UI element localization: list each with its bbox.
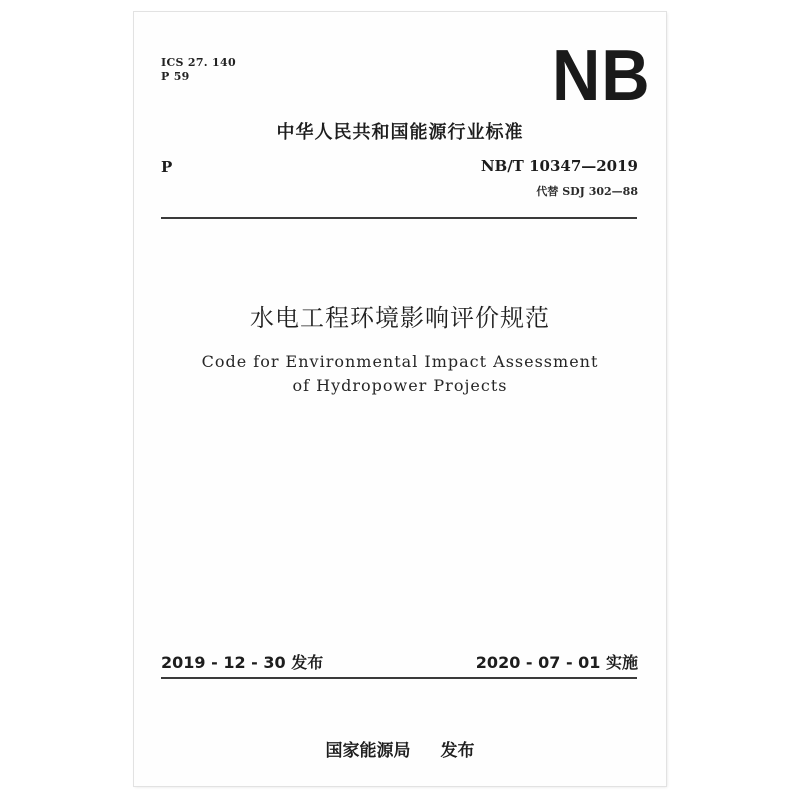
category-letter: P xyxy=(161,158,173,176)
issue-date: 2019 - 12 - 30 发布 xyxy=(161,653,324,672)
bottom-divider xyxy=(161,677,637,679)
classification-code: P 59 xyxy=(161,70,190,83)
title-english-line-2: of Hydropower Projects xyxy=(292,376,508,395)
publisher-name: 国家能源局 xyxy=(325,741,411,761)
title-english xyxy=(134,350,666,398)
title-chinese: 水电工程环境影响评价规范 xyxy=(250,304,550,332)
standard-cover xyxy=(134,12,666,786)
ics-code: ICS 27. 140 xyxy=(161,56,236,69)
standard-number: NB/T 10347—2019 xyxy=(480,157,638,175)
ics-block xyxy=(161,56,236,84)
industry-standard-heading: 中华人民共和国能源行业标准 xyxy=(276,122,524,143)
title-english-line-1: Code for Environmental Impact Assessment xyxy=(201,352,599,371)
implementation-date: 2020 - 07 - 01 实施 xyxy=(475,653,638,672)
nb-logo: NB xyxy=(552,36,651,116)
publisher-action: 发布 xyxy=(440,741,475,761)
publisher-line xyxy=(134,736,666,761)
replaces-note: 代替 SDJ 302—88 xyxy=(536,185,638,198)
top-divider xyxy=(161,217,637,219)
